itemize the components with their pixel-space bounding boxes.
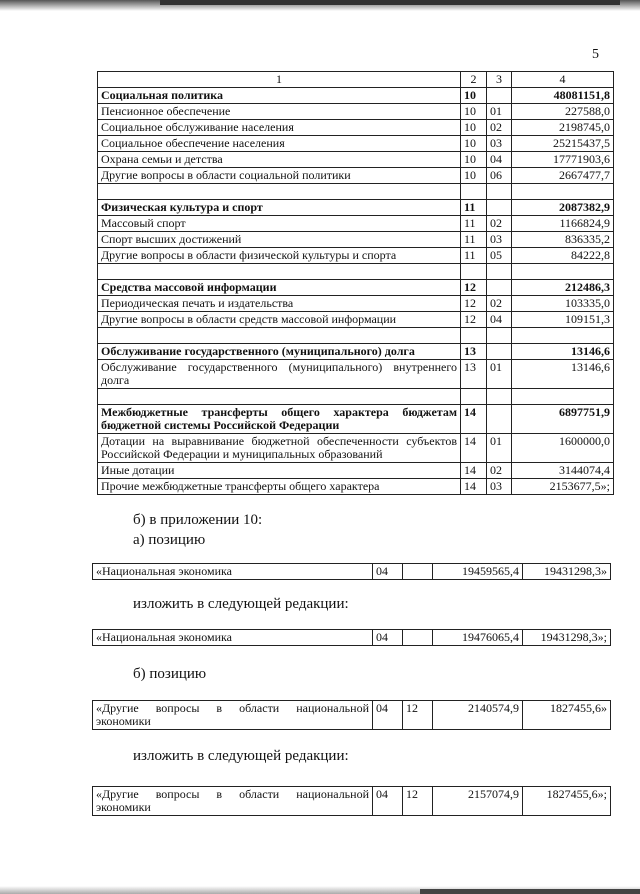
row-subsection	[403, 564, 433, 580]
empty-cell	[487, 264, 512, 280]
table-header-row	[98, 72, 614, 88]
row-name: Обслуживание государственного (муниципального) внутреннего долга	[98, 360, 461, 389]
row-name: Средства массовой информации	[98, 280, 461, 296]
row-section: 10	[461, 152, 487, 168]
row-value-1: 19459565,4	[433, 564, 523, 580]
row-section: 11	[461, 200, 487, 216]
table-row	[98, 232, 614, 248]
section-total-row	[98, 200, 614, 216]
row-name: Пенсионное обеспечение	[98, 104, 461, 120]
spacer-row	[98, 184, 614, 200]
position-table-4	[92, 786, 611, 816]
empty-cell	[461, 264, 487, 280]
empty-cell	[98, 184, 461, 200]
table-row	[98, 360, 614, 389]
table-row	[98, 296, 614, 312]
row-subsection: 01	[487, 434, 512, 463]
budget-table	[97, 71, 614, 495]
table-row	[98, 136, 614, 152]
empty-cell	[98, 264, 461, 280]
row-amount: 2667477,7	[512, 168, 614, 184]
row-name: Социальная политика	[98, 88, 461, 104]
row-section: 10	[461, 168, 487, 184]
row-name: Другие вопросы в области средств массовой информации	[98, 312, 461, 328]
empty-cell	[461, 184, 487, 200]
table-row	[98, 434, 614, 463]
row-value-1: 2157074,9	[433, 787, 523, 816]
row-section: 10	[461, 120, 487, 136]
table-row	[98, 248, 614, 264]
row-section: 11	[461, 216, 487, 232]
row-subsection: 03	[487, 136, 512, 152]
row-subsection	[487, 344, 512, 360]
row-name: Другие вопросы в области социальной политики	[98, 168, 461, 184]
row-subsection	[487, 200, 512, 216]
empty-cell	[512, 389, 614, 405]
row-amount: 3144074,4	[512, 463, 614, 479]
row-section: 10	[461, 104, 487, 120]
row-amount: 25215437,5	[512, 136, 614, 152]
row-value-2: 1827455,6»;	[523, 787, 611, 816]
row-section: 14	[461, 479, 487, 495]
row-value-2: 19431298,3»;	[523, 630, 611, 646]
replace-instruction-1: изложить в следующей редакции:	[133, 596, 349, 612]
position-table-1	[92, 563, 611, 580]
row-name: Физическая культура и спорт	[98, 200, 461, 216]
table-row	[98, 168, 614, 184]
table-row	[98, 216, 614, 232]
row-section: 04	[373, 787, 403, 816]
row-amount: 2087382,9	[512, 200, 614, 216]
row-subsection: 02	[487, 463, 512, 479]
row-name: Социальное обслуживание населения	[98, 120, 461, 136]
section-total-row	[98, 280, 614, 296]
row-amount: 48081151,8	[512, 88, 614, 104]
row-amount: 13146,6	[512, 344, 614, 360]
row-subsection: 02	[487, 120, 512, 136]
row-subsection: 12	[403, 787, 433, 816]
row-subsection	[487, 280, 512, 296]
scan-bottom-shadow	[420, 889, 640, 894]
row-subsection: 01	[487, 360, 512, 389]
row-amount: 6897751,9	[512, 405, 614, 434]
row-amount: 17771903,6	[512, 152, 614, 168]
table-row	[93, 701, 611, 730]
position-table-2	[92, 629, 611, 646]
empty-cell	[487, 328, 512, 344]
row-subsection: 02	[487, 296, 512, 312]
row-subsection	[487, 88, 512, 104]
item-b-heading: б) в приложении 10:	[133, 512, 263, 528]
empty-cell	[487, 389, 512, 405]
empty-cell	[98, 389, 461, 405]
row-name: «Национальная экономика	[93, 630, 373, 646]
row-value-2: 1827455,6»	[523, 701, 611, 730]
row-section: 12	[461, 280, 487, 296]
row-name: Другие вопросы в области физической культуры и спорта	[98, 248, 461, 264]
row-name: Обслуживание государственного (муниципального) долга	[98, 344, 461, 360]
row-amount: 1166824,9	[512, 216, 614, 232]
item-b2-position: б) позицию	[133, 666, 207, 682]
item-a-position: а) позицию	[133, 532, 206, 548]
row-name: Межбюджетные трансферты общего характера бюджетам бюджетной системы Российской Федерации	[98, 405, 461, 434]
section-total-row	[98, 344, 614, 360]
row-section: 14	[461, 405, 487, 434]
empty-cell	[512, 264, 614, 280]
page-number: 5	[592, 47, 599, 62]
row-name: Периодическая печать и издательства	[98, 296, 461, 312]
row-amount: 84222,8	[512, 248, 614, 264]
row-subsection: 12	[403, 701, 433, 730]
row-section: 13	[461, 360, 487, 389]
table-row	[98, 120, 614, 136]
section-total-row	[98, 405, 614, 434]
row-section: 10	[461, 88, 487, 104]
spacer-row	[98, 264, 614, 280]
table-row	[98, 479, 614, 495]
row-name: Спорт высших достижений	[98, 232, 461, 248]
empty-cell	[512, 184, 614, 200]
row-section: 04	[373, 701, 403, 730]
table-row	[98, 104, 614, 120]
table-row	[93, 630, 611, 646]
row-name: Прочие межбюджетные трансферты общего характера	[98, 479, 461, 495]
table-row	[98, 312, 614, 328]
row-section: 13	[461, 344, 487, 360]
position-table-3	[92, 700, 611, 730]
column-number-4: 4	[512, 72, 614, 88]
row-section: 11	[461, 232, 487, 248]
empty-cell	[461, 328, 487, 344]
table-row	[98, 463, 614, 479]
section-total-row	[98, 88, 614, 104]
row-subsection: 06	[487, 168, 512, 184]
row-section: 04	[373, 564, 403, 580]
row-section: 14	[461, 434, 487, 463]
scan-top-shadow	[160, 0, 620, 5]
empty-cell	[512, 328, 614, 344]
table-row	[93, 564, 611, 580]
row-amount: 2153677,5»;	[512, 479, 614, 495]
row-section: 10	[461, 136, 487, 152]
row-amount: 103335,0	[512, 296, 614, 312]
row-subsection: 04	[487, 152, 512, 168]
row-section: 04	[373, 630, 403, 646]
column-number-3: 3	[487, 72, 512, 88]
row-subsection: 04	[487, 312, 512, 328]
empty-cell	[461, 389, 487, 405]
row-name: «Другие вопросы в области национальной экономики	[93, 787, 373, 816]
row-amount: 109151,3	[512, 312, 614, 328]
row-name: Массовый спорт	[98, 216, 461, 232]
row-name: Дотации на выравнивание бюджетной обеспеченности субъектов Российской Федерации и муниципальных образований	[98, 434, 461, 463]
row-amount: 212486,3	[512, 280, 614, 296]
row-section: 12	[461, 296, 487, 312]
row-amount: 13146,6	[512, 360, 614, 389]
empty-cell	[98, 328, 461, 344]
row-subsection: 02	[487, 216, 512, 232]
row-value-1: 19476065,4	[433, 630, 523, 646]
row-name: Иные дотации	[98, 463, 461, 479]
replace-instruction-2: изложить в следующей редакции:	[133, 748, 349, 764]
empty-cell	[487, 184, 512, 200]
column-number-1: 1	[98, 72, 461, 88]
row-section: 11	[461, 248, 487, 264]
column-number-2: 2	[461, 72, 487, 88]
row-subsection: 01	[487, 104, 512, 120]
row-subsection	[403, 630, 433, 646]
row-subsection	[487, 405, 512, 434]
spacer-row	[98, 328, 614, 344]
row-amount: 2198745,0	[512, 120, 614, 136]
row-subsection: 03	[487, 479, 512, 495]
table-row	[98, 152, 614, 168]
row-section: 14	[461, 463, 487, 479]
row-name: Охрана семьи и детства	[98, 152, 461, 168]
row-section: 12	[461, 312, 487, 328]
row-amount: 836335,2	[512, 232, 614, 248]
table-row	[93, 787, 611, 816]
row-subsection: 03	[487, 232, 512, 248]
row-value-2: 19431298,3»	[523, 564, 611, 580]
row-amount: 1600000,0	[512, 434, 614, 463]
row-name: Социальное обеспечение населения	[98, 136, 461, 152]
row-name: «Другие вопросы в области национальной экономики	[93, 701, 373, 730]
row-subsection: 05	[487, 248, 512, 264]
spacer-row	[98, 389, 614, 405]
row-value-1: 2140574,9	[433, 701, 523, 730]
row-amount: 227588,0	[512, 104, 614, 120]
row-name: «Национальная экономика	[93, 564, 373, 580]
